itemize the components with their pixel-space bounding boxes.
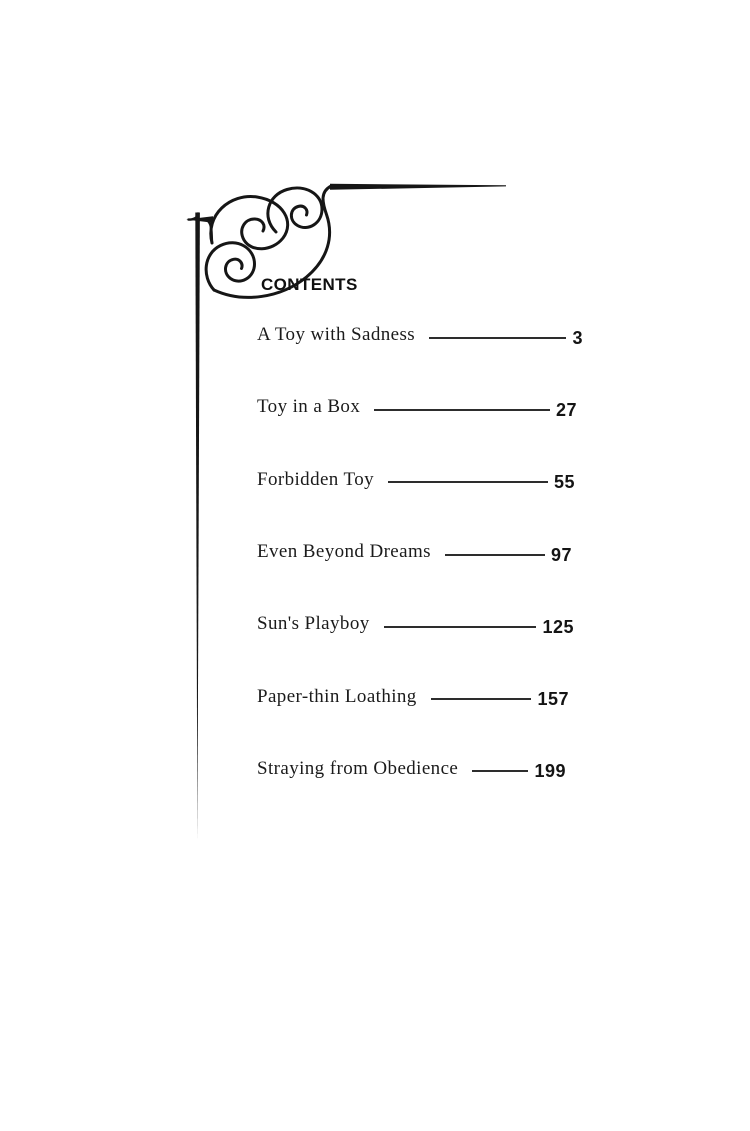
chapter-title: Straying from Obedience [257, 757, 459, 779]
toc-entry [257, 444, 583, 516]
leader-line [374, 409, 550, 411]
toc-list [257, 299, 583, 805]
chapter-title: Forbidden Toy [257, 468, 374, 490]
chapter-title: Sun's Playboy [257, 613, 370, 635]
top-border-rule [330, 184, 506, 190]
leader-line [384, 626, 537, 628]
leader-line [388, 481, 548, 483]
page-number: 27 [555, 399, 577, 420]
toc-entry [257, 660, 583, 732]
toc-entry [257, 588, 583, 660]
toc-entry [257, 299, 583, 371]
corner-rule [186, 216, 213, 223]
chapter-title: Paper-thin Loathing [257, 685, 417, 707]
leader-line [429, 337, 566, 339]
leader-line [445, 554, 545, 556]
toc-entry [257, 733, 583, 805]
leader-line [431, 698, 532, 700]
chapter-title: Toy in a Box [257, 396, 361, 418]
page-number: 55 [553, 472, 575, 493]
toc-entry [257, 371, 583, 443]
toc-entry [257, 516, 583, 588]
page-number: 3 [572, 327, 583, 348]
page-number: 125 [542, 616, 574, 637]
page-number: 199 [534, 761, 566, 782]
left-border-rule [195, 213, 200, 841]
page-title: CONTENTS [261, 275, 358, 294]
page-number: 97 [550, 544, 572, 565]
chapter-title: A Toy with Sadness [257, 324, 416, 346]
page-number: 157 [537, 689, 569, 710]
chapter-title: Even Beyond Dreams [257, 541, 431, 563]
leader-line [472, 770, 528, 772]
